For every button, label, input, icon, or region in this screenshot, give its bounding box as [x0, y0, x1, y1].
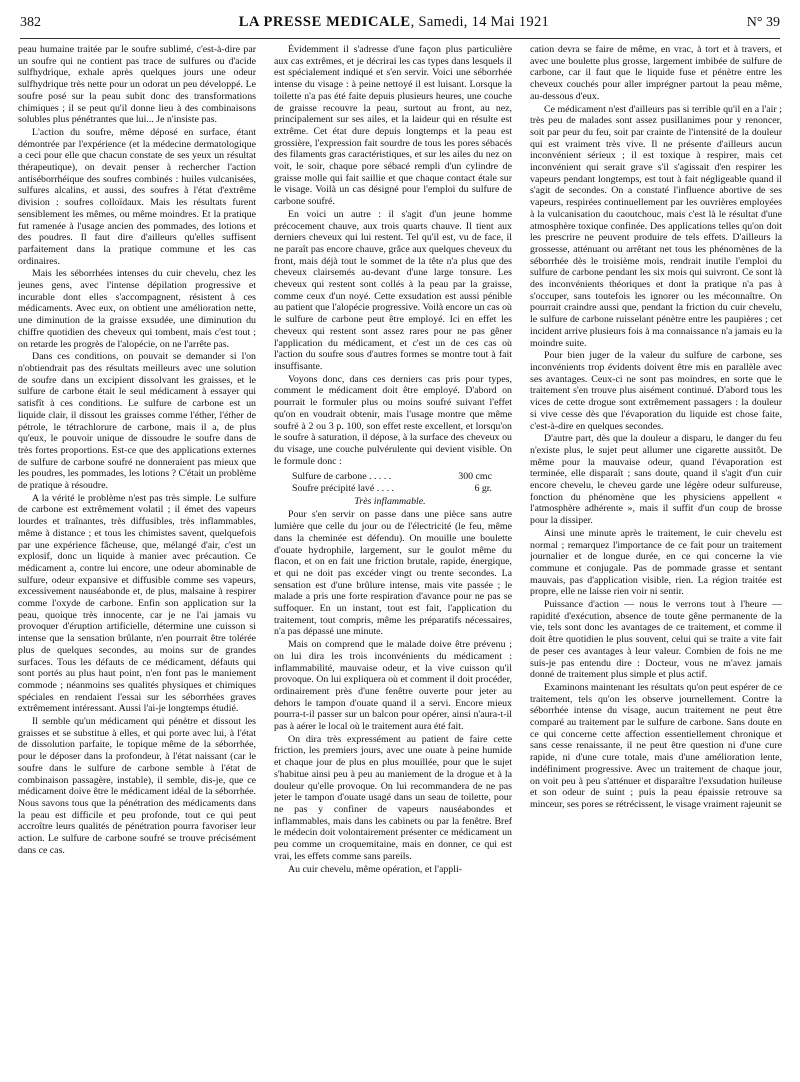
page-header: [20, 14, 780, 39]
issue-date: , Samedi, 14 Mai 1921: [410, 14, 550, 30]
issue-number: N° 39: [746, 15, 780, 30]
formula-row: [292, 483, 492, 495]
paragraph: D'autre part, dès que la douleur a disparu, le danger du feu n'existe plus, le sujet peut allumer une cigarette aussitôt. De même pour la mauvaise odeur, quand l'évaporation est terminée, elle disparaît ; sans doute, quand il s'agit d'un cuir encore chevelu, le cheveu garde une légère odeur sulfureuse, fonction du phénomène que les physiciens appellent « l'atmosphère adhérente », mais il suffit d'un coup de brosse pour la dissiper.: [530, 433, 782, 527]
paragraph: Au cuir chevelu, même opération, et l'appli-: [288, 863, 462, 875]
column-3: [530, 44, 782, 1074]
formula-ingredient: Sulfure de carbone . . . . .: [292, 471, 392, 483]
paragraph: cation devra se faire de même, en vrac, à tort et à travers, et avec une boulette plus grosse, largement imbibée de sulfure de carbone, car il faut que le liquide fuse et pénètre entre les cheveux couchés pour aller imprégner partout la peau même, au-dessous d'eux.: [530, 44, 782, 102]
paragraph: Puissance d'action — nous le verrons tout à l'heure — rapidité d'exécution, absence de toute gêne permanente de la vie, tels sont donc les avantages de ce traitement, et comme il doit être quotidien le plus souvent, celui qui se traite a vite fait de peser ces avantages à leur valeur. Combien de fois ne me suis-je pas entendu dire : Docteur, vous ne m'avez jamais donné de traitement plus simple et plus actif.: [530, 599, 782, 681]
journal-name: LA PRESSE MEDICALE: [238, 14, 411, 30]
paragraph: En voici un autre : il s'agit d'un jeune homme précocement chauve, aux trois quarts chauve. Il tient aux derniers cheveux qui lui restent. Tel qu'il est, vu de face, il ne paraît pas encore chauve, grâce aux quelques cheveux du front, mais déjà tout le sommet de la tête n'a plus que des cheveux clairsemés au-devant d'une large tonsure. Les cheveux qui restent sont collés à la peau par la graisse, comme ceux d'un noyé. Cette exsudation est aussi pénible au patient que l'alopécie progressive. Voilà encore un cas où le sulfure de carbone peut être employé. Ici en effet les cheveux qui restent sont assez rares pour ne pas gêner l'application du médicament, et c'est un de ces cas où l'action du soufre sous d'autres formes se montre tout à fait insuffisante.: [274, 208, 512, 372]
formula-quantity: 300 cmc: [458, 471, 492, 483]
formula-row: [292, 471, 492, 483]
column-1: [18, 44, 256, 1074]
paragraph: Évidemment il s'adresse d'une façon plus particulière aux cas extrêmes, et je décrirai les cas types dans lesquels il est spécialement indiqué et s'en servir. Voici une séborrhée intense du visage : à peine nettoyé il est luisant. Lorsque la toilette n'a pas été faite depuis plusieurs heures, une couche de graisse recouvre la peau, surtout au front, au nez, principalement sur ses ailes, et la laideur qui en résulte est extrême. Cet état dure depuis longtemps et la peau est grossière, l'expression fait sourdre de tous les pores sébacés des filaments gras caractéristiques, et sur les ailes du nez on voit, le soir, chaque pore sébacé rempli d'un cylindre de graisse molle qui fait saillie et que chaque contact étale sur le visage. Voilà un cas désigné pour l'emploi du sulfure de carbone soufré.: [274, 44, 512, 208]
formula-caption: Très inflammable.: [354, 495, 426, 507]
prescription-formula: [292, 471, 512, 507]
paragraph: Ce médicament n'est d'ailleurs pas si terrible qu'il en a l'air ; très peu de malades sont assez pusillanimes pour y renoncer, soit par peur du feu, soit par crainte de l'intensité de la douleur qui est vraiment très vive. Il ne présente d'ailleurs aucun inconvénient sérieux ; il est toxique à respirer, mais cet inconvénient qui serait grave s'il s'agissait d'en respirer les vapeurs pendant longtemps, est tout à fait négligeable quand il s'agit de secondes. On a constaté l'influence abortive de ses vapeurs, respirées continuellement par les ouvrières employées à la vulcanisation du caoutchouc, mais c'est là le résultat d'une atmosphère toxique confinée. Des applications telles qu'on doit les prescrire ne peuvent produire de tels effets. D'ailleurs la grossesse, atténuant ou arrêtant net tous les phénomènes de la séborrhée dès le troisième mois, rendrait inutile l'emploi du sulfure de carbone pendant les six mois qui suivront. Ce sont là des inconvénients théoriques et dont la pratique n'a pas à s'occuper, sans toutefois les ignorer ou les méconnaître. On pourrait craindre aussi que, pendant la friction du cuir chevelu, le sulfure de carbone ruisselant pénètre entre les paupières ; cet incident arrive plusieurs fois à ma connaissance n'a jamais eu la moindre suite.: [530, 103, 782, 349]
paragraph: Mais on comprend que le malade doive être prévenu ; on lui dira les trois inconvénients du médicament : inflammabilité, mauvaise odeur, et la vive cuisson qu'il provoque. On lui expliquera où et comment il doit procéder, ordinairement près d'une fenêtre ouverte pour jeter au dehors le tampon d'ouate quand il a servi. Encore mieux pourra-t-il passer sur un balcon pour opérer, ainsi n'aura-t-il pas à aérer le local où le traitement aura été fait.: [274, 639, 512, 733]
paragraph: A la vérité le problème n'est pas très simple. Le sulfure de carbone est extrêmement volatil ; il émet des vapeurs lourdes et traînantes, très diffusibles, très inflammables, même à distance ; et tous les chimistes savent, quelquefois par une expérience fâcheuse, que, mélangé d'air, c'est un explosif, donc un liquide à manier avec précaution. Ce médicament a, contre lui encore, une odeur abominable de sulfure, odeur expansive et diffusible comme ses vapeurs, excessivement nauséabonde et, de plus, malsaine à respirer comme l'oxyde de carbone. Enfin son application sur la peau, quoique très innocente, car je ne l'ai jamais vu provoquer d'éruption artificielle, détermine une cuisson si intense que la sensation brûlante, n'en pourrait être tolérée plus de quelques secondes, au moins sur de grandes surfaces. Tous les défauts de ce médicament, défauts qui sont portés au plus haut point, n'en font pas le maniement commode ; néanmoins ses qualités physiques et chimiques spéciales en rendaient l'essai sur les séborrhées graves extrêmement intéressant. Aussi l'ai-je longtemps étudié.: [18, 492, 256, 715]
paragraph: Ainsi une minute après le traitement, le cuir chevelu est normal ; remarquez l'importance de ce fait pour un traitement journalier et de longue durée, en ce qui concerne la vie commune et conjugale. Pas de pommade grasse et sentant mauvais, pas d'application visible, rien. La région traitée est propre, elle ne laisse rien voir ni sentir.: [530, 527, 782, 598]
paragraph: Mais les séborrhées intenses du cuir chevelu, chez les jeunes gens, avec l'intense dépilation progressive et incurable dont elles s'accompagnent, résistent à ces médicaments. Avec eux, on obtient une amélioration nette, une diminution de la graisse exsudée, une diminution du chiffre quotidien des cheveux qui tombent, mais c'est tout ; on retarde les progrès de l'alopécie, on ne l'arrête pas.: [18, 268, 256, 350]
formula-ingredient: Soufre précipité lavé . . . .: [292, 483, 395, 495]
paragraph: Voyons donc, dans ces derniers cas pris pour types, comment le médicament doit être employé. D'abord on pourrait le formuler plus ou moins soufré suivant l'effet qu'on en voudrait obtenir, mais l'usage montre que même soufré à 2 ou 3 p. 100, son effet reste excellent, et lorsqu'on le soufre à saturation, il dépose, à la surface des cheveux ou du visage, une couche pulvérulente qui devient visible. On le formule donc :: [274, 373, 512, 467]
formula-quantity: 6 gr.: [474, 483, 492, 495]
paragraph: Pour s'en servir on passe dans une pièce sans autre lumière que celle du jour ou de l'électricité (le feu, même dans la cheminée est défendu). On mouille une boulette d'ouate hydrophile, largement, sur le goulot même du flacon, et on en fait une friction brutale, rapide, énergique, et qui ne doit pas excéder vingt ou trente secondes. La sensation est d'une brûlure intense, mais vite passée ; le malade a pris une forte respiration d'avance pour ne pas se suffoquer. En un instant, tout est fait, l'application du traitement, tout compris, même les préparatifs nécessaires, n'a pas dépassé une minute.: [274, 509, 512, 638]
paragraph: Examinons maintenant les résultats qu'on peut espérer de ce traitement, tels qu'on les observe journellement. Contre la séborrhée intense du visage, aucun traitement ne peut être comparé au traitement par le sulfure de carbone. Sans doute en ce qui concerne cette affection essentiellement chronique et sans cesse renaissante, il ne peut être question ni d'une cure rapide, ni d'une cure totale, mais d'une amélioration lente, indéfiniment progressive. Avec un traitement de chaque jour, on voit peu à peu s'atténuer et disparaître l'exsudation huileuse et son odeur de suint ; puis la peau épaissie retrouve sa minceur, ses pores se rétrécissent, le visage vraiment rajeunit se: [530, 681, 782, 810]
article-body: [18, 44, 782, 1074]
journal-title-line: [239, 14, 549, 31]
paragraph: Il semble qu'un médicament qui pénètre et dissout les graisses et se substitue à elles, et qui porte avec lui, à l'état de dissolution parfaite, le topique même de la séborrhée, pour le déposer dans la profondeur, à l'état naissant (car le soufre dans le sulfure de carbone semble à l'état de combinaison passagère, instable), il semble, dis-je, que ce médicament doive être le médicament idéal de la séborrhée. Nous savons tous que la pénétration des médicaments dans la peau est difficile et peu profonde, tout ce qui peut accroître leurs qualités de pénétration pourra favoriser leur action. Le sulfure de carbone soufré se trouve précisément dans ce cas.: [18, 716, 256, 856]
paragraph: Pour bien juger de la valeur du sulfure de carbone, ses inconvénients trop évidents doivent être mis en parallèle avec ses avantages. Ceux-ci ne sont pas moindres, en sorte que le traitement s'en trouve plus aisément continué. D'abord tous les vices de cette drogue sont extrêmement passagers : la douleur si vive cesse dès que l'évaporation du liquide est chose faite, c'est-à-dire en quelques secondes.: [530, 350, 782, 432]
column-2: [274, 44, 512, 1074]
paragraph: L'action du soufre, même déposé en surface, étant démontrée par l'expérience (et la médecine dermatologique a ceci pour elle que chacun constate de ses yeux un résultat thérapeutique), on devait penser à rechercher l'action antiséborrhéique des soufres combinés : huiles vulcanisées, sulfures alcalins, et aussi, des soufres à l'état d'extrême division : soufres colloïdaux. Mais les résultats furent sensiblement les mêmes, ou même moindres. Et la pratique fut ramenée à l'usage ancien des pommades, des lotions et des poudres. Il faut dire d'ailleurs qu'elles suffisent parfaitement dans la pratique commune et les cas ordinaires.: [18, 126, 256, 267]
paragraph: peau humaine traitée par le soufre sublimé, c'est-à-dire par un soufre qui ne contient pas trace de sulfures ou d'acide sulfhydrique, exhale après quelques jours une odeur sulfhydrique très nette pour un odorat un peu développé. Le soufre posé sur la peau subit donc des transformations chimiques ; il se peut qu'il donne lieu à des combinaisons solubles plus pénétrantes que lui... Je n'insiste pas.: [18, 44, 256, 126]
paragraph: On dira très expressément au patient de faire cette friction, les premiers jours, avec une ouate à peine humide et chaque jour de plus en plus mouillée, pour que le sujet s'habitue ainsi peu à peu au maniement de la drogue et à la douleur qu'elle provoque. On lui recommandera de ne pas jeter le tampon d'ouate usagé dans un seau de toilette, pour ne pas y confiner de vapeurs nauséabondes et inflammables, mais dans les cabinets ou par la fenêtre. Bref le médecin doit volontairement présenter ce médicament un peu comme un croquemitaine, mais en donner, ce qui est vrai, les effets comme sans pareils.: [274, 733, 512, 862]
page-number: 382: [20, 15, 41, 30]
paragraph: Dans ces conditions, on pouvait se demander si l'on n'obtiendrait pas des résultats meilleurs avec une solution de soufre dans un excipient dissolvant les graisses, et le sulfure de carbone était le seul médicament à essayer qui satisfît à ces conditions. Le sulfure de carbone est un liquide clair, il dissout les graisses comme l'éther, l'éther de pétrole, le tétrachlorure de carbone, mais il a, de plus qu'eux, le pouvoir unique de dissoudre le soufre dans de très fortes proportions. Est-ce que des applications externes de sulfure de carbone soufré ne donneraient pas mieux que les poudres, les pommades, les lotions ? C'était un problème de pratique à résoudre.: [18, 351, 256, 492]
